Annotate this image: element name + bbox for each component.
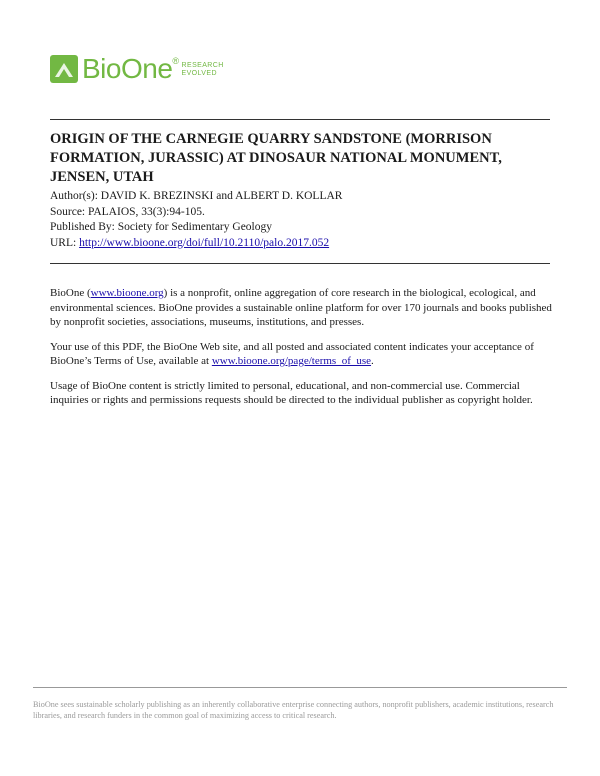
authors-line: Author(s): DAVID K. BREZINSKI and ALBERT D. KOLLAR [50, 190, 343, 202]
notice-paragraph-1: BioOne (www.bioone.org) is a nonprofit, online aggregation of core research in the biological, ecological, and environmental sciences. BioOne provides a sustainable online platform for over 170 journals and books published by nonprofit societies, associations, museums, institutions, and presses. [50, 287, 552, 328]
article-metadata [50, 189, 550, 251]
footer-divider [33, 687, 567, 688]
article-url-link[interactable]: http://www.bioone.org/doi/full/10.2110/palo.2017.052 [79, 236, 330, 249]
top-divider [50, 119, 550, 120]
notice-paragraph-2: Your use of this PDF, the BioOne Web site, and all posted and associated content indicates your acceptance of BioOne’s Terms of Use, available at www.bioone.org/page/terms_of_use. [50, 340, 534, 367]
footer-text: BioOne sees sustainable scholarly publishing as an inherently collaborative enterprise connecting authors, nonprofit publishers, academic institutions, research libraries, and research funders in the common goal of maximizing access to critical research. [33, 700, 554, 720]
terms-of-use-link[interactable]: www.bioone.org/page/terms_of_use [211, 355, 372, 367]
notice-paragraph-3: Usage of BioOne content is strictly limited to personal, educational, and non-commercial use. Commercial inquiries or rights and permissions requests should be directed to the individual publisher as copyright holder. [50, 379, 533, 406]
bioone-home-link[interactable]: www.bioone.org [90, 287, 164, 299]
bioone-logo [50, 55, 224, 83]
bioone-leaf-icon [50, 55, 78, 83]
source-line: Source: PALAIOS, 33(3):94-105. [50, 205, 205, 218]
article-title: ORIGIN OF THE CARNEGIE QUARRY SANDSTONE (MORRISON FORMATION, JURASSIC) AT DINOSAUR NATIONAL MONUMENT, JENSEN, UTAH [50, 131, 502, 185]
publisher-line: Published By: Society for Sedimentary Geology [50, 221, 272, 233]
url-line: URL: http://www.bioone.org/doi/full/10.2110/palo.2017.052 [50, 236, 330, 249]
notice-body [50, 286, 556, 418]
logo-wordmark: BioOne® [82, 53, 179, 84]
logo-tagline: RESEARCH EVOLVED [181, 62, 224, 77]
middle-divider [50, 263, 550, 264]
